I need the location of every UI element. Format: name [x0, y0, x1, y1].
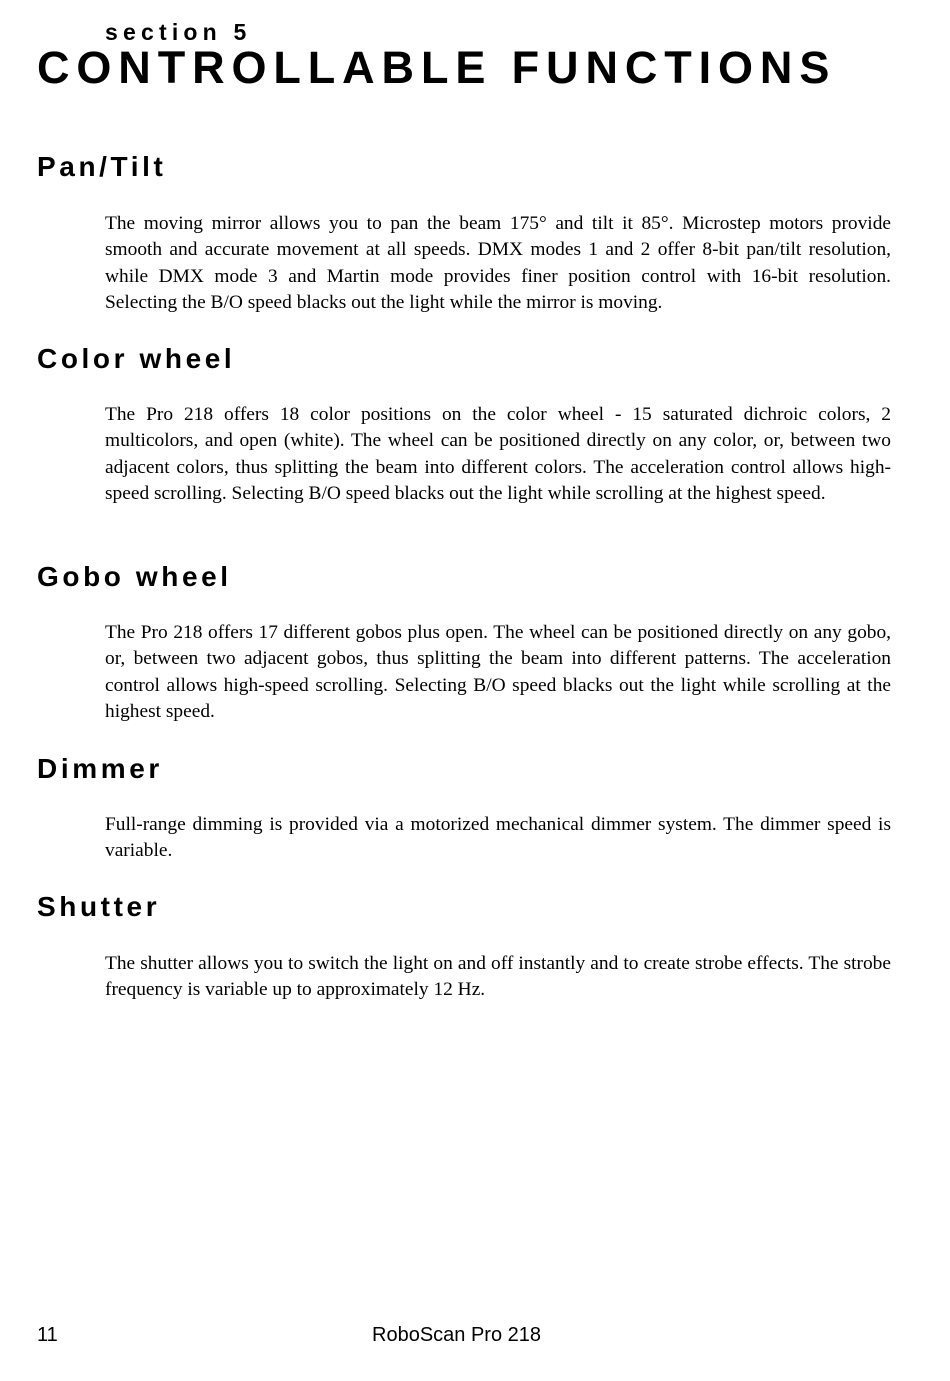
heading-dimmer: Dimmer	[37, 753, 163, 784]
heading-pan-tilt: Pan/Tilt	[37, 151, 167, 182]
heading-shutter: Shutter	[37, 891, 161, 922]
page-title: CONTROLLABLE FUNCTIONS	[37, 42, 837, 93]
footer-product-name: RoboScan Pro 218	[372, 1324, 542, 1346]
heading-color-wheel: Color wheel	[37, 343, 236, 374]
paragraph-color-wheel: The Pro 218 offers 18 color positions on the color wheel - 15 saturated dichroic colors, 2 multicolors, and open (white). The wheel can be positioned directly on any color, or, between two adjacent colors, thus splitting the beam into different colors. The acceleration control allows high-speed scrolling. Selecting B/O speed blacks out the light while scrolling at the highest speed.	[105, 404, 891, 505]
paragraph-gobo-wheel: The Pro 218 offers 17 different gobos plus open. The wheel can be positioned directly on any gobo, or, between two adjacent gobos, thus splitting the beam into different patterns. The acceleration control allows high-speed scrolling. Selecting B/O speed blacks out the light while scrolling at the highest speed.	[105, 622, 891, 723]
paragraph-pan-tilt: The moving mirror allows you to pan the beam 175° and tilt it 85°. Microstep motors provide smooth and accurate movement at all speeds. DMX modes 1 and 2 offer 8-bit pan/tilt resolution, while DMX mode 3 and Martin mode provides finer position control with 16-bit resolution. Selecting the B/O speed blacks out the light while the mirror is moving.	[105, 213, 891, 314]
paragraph-dimmer: Full-range dimming is provided via a motorized mechanical dimmer system. The dimmer speed is variable.	[105, 814, 891, 862]
paragraph-shutter: The shutter allows you to switch the light on and off instantly and to create strobe effects. The strobe frequency is variable up to approximately 12 Hz.	[105, 953, 891, 1001]
page-number: 11	[37, 1324, 58, 1346]
heading-gobo-wheel: Gobo wheel	[37, 561, 232, 592]
section-label: section 5	[105, 19, 252, 45]
